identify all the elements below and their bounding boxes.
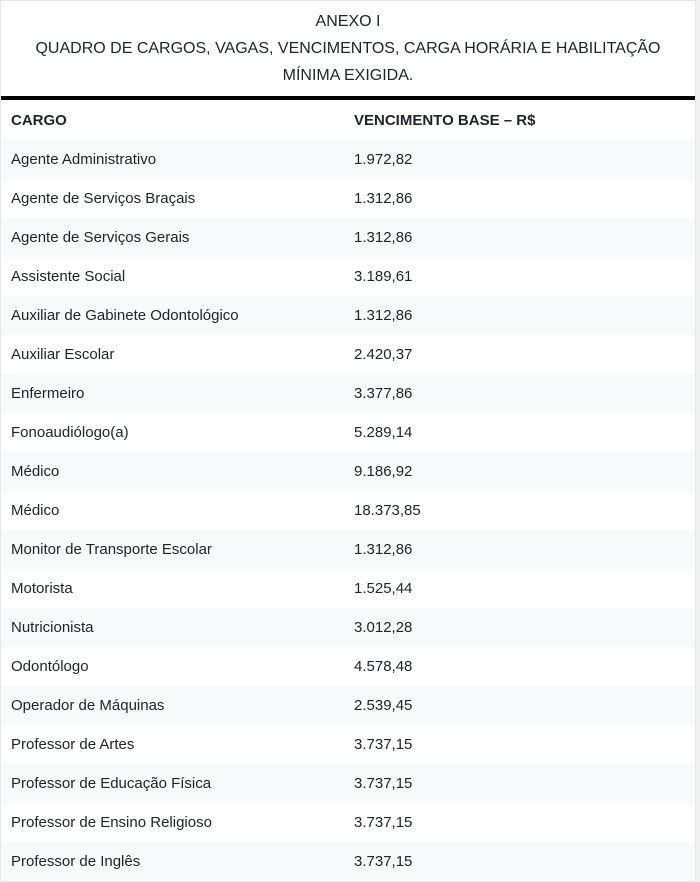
cell-vencimento: 3.737,15	[354, 775, 413, 792]
cell-cargo: Odontólogo	[11, 658, 89, 675]
cell-cargo: Fonoaudiólogo(a)	[11, 424, 129, 441]
cell-vencimento: 3.737,15	[354, 853, 413, 870]
cell-vencimento: 9.186,92	[354, 463, 413, 480]
table-row	[1, 608, 695, 647]
title-line-annex: ANEXO I	[315, 13, 381, 30]
table-row	[1, 842, 695, 881]
cell-vencimento: 3.012,28	[354, 619, 413, 636]
cell-vencimento: 1.525,44	[354, 580, 413, 597]
table-row	[1, 569, 695, 608]
cell-cargo: Auxiliar de Gabinete Odontológico	[11, 307, 239, 324]
column-header-cargo: CARGO	[1, 100, 354, 140]
document-title	[1, 1, 695, 96]
cell-vencimento: 3.737,15	[354, 736, 413, 753]
cell-cargo: Médico	[11, 502, 60, 519]
cell-cargo: Médico	[11, 463, 60, 480]
cell-vencimento: 1.312,86	[354, 190, 413, 207]
table-row	[1, 764, 695, 803]
table-row	[1, 686, 695, 725]
cell-cargo: Professor de Ensino Religioso	[11, 814, 212, 831]
cell-cargo: Professor de Educação Física	[11, 775, 212, 792]
cell-vencimento: 4.578,48	[354, 658, 413, 675]
cell-vencimento: 1.312,86	[354, 229, 413, 246]
table-row	[1, 452, 695, 491]
table-row	[1, 296, 695, 335]
cell-cargo: Enfermeiro	[11, 385, 85, 402]
cell-cargo: Auxiliar Escolar	[11, 346, 115, 363]
table-row	[1, 257, 695, 296]
cargos-table	[1, 100, 695, 881]
cell-cargo: Operador de Máquinas	[11, 697, 165, 714]
cell-vencimento: 1.312,86	[354, 307, 413, 324]
cell-cargo: Monitor de Transporte Escolar	[11, 541, 212, 558]
table-row	[1, 530, 695, 569]
table-row	[1, 725, 695, 764]
table-row	[1, 335, 695, 374]
table-header	[1, 100, 695, 140]
cell-vencimento: 3.737,15	[354, 814, 413, 831]
cell-cargo: Assistente Social	[11, 268, 126, 285]
table-row	[1, 803, 695, 842]
cell-cargo: Agente Administrativo	[11, 151, 157, 168]
cell-cargo: Agente de Serviços Braçais	[11, 190, 196, 207]
table-row	[1, 374, 695, 413]
cell-cargo: Motorista	[11, 580, 73, 597]
cell-vencimento: 2.539,45	[354, 697, 413, 714]
table-row	[1, 491, 695, 530]
table-body	[1, 140, 695, 881]
cell-vencimento: 3.189,61	[354, 268, 413, 285]
title-line-description: QUADRO DE CARGOS, VAGAS, VENCIMENTOS, CARGA HORÁRIA E HABILITAÇÃO MÍNIMA EXIGIDA.	[35, 40, 661, 84]
cell-vencimento: 1.312,86	[354, 541, 413, 558]
cell-cargo: Agente de Serviços Gerais	[11, 229, 190, 246]
table-row	[1, 647, 695, 686]
cell-cargo: Nutricionista	[11, 619, 94, 636]
cell-vencimento: 5.289,14	[354, 424, 413, 441]
cell-vencimento: 18.373,85	[354, 502, 421, 519]
table-row	[1, 218, 695, 257]
table-row	[1, 179, 695, 218]
cell-cargo: Professor de Inglês	[11, 853, 141, 870]
cell-vencimento: 3.377,86	[354, 385, 413, 402]
header-row	[1, 100, 695, 140]
table-row	[1, 413, 695, 452]
table-row	[1, 140, 695, 179]
cell-vencimento: 2.420,37	[354, 346, 413, 363]
cell-cargo: Professor de Artes	[11, 736, 135, 753]
cell-vencimento: 1.972,82	[354, 151, 413, 168]
column-header-vencimento: VENCIMENTO BASE – R$	[354, 100, 695, 140]
